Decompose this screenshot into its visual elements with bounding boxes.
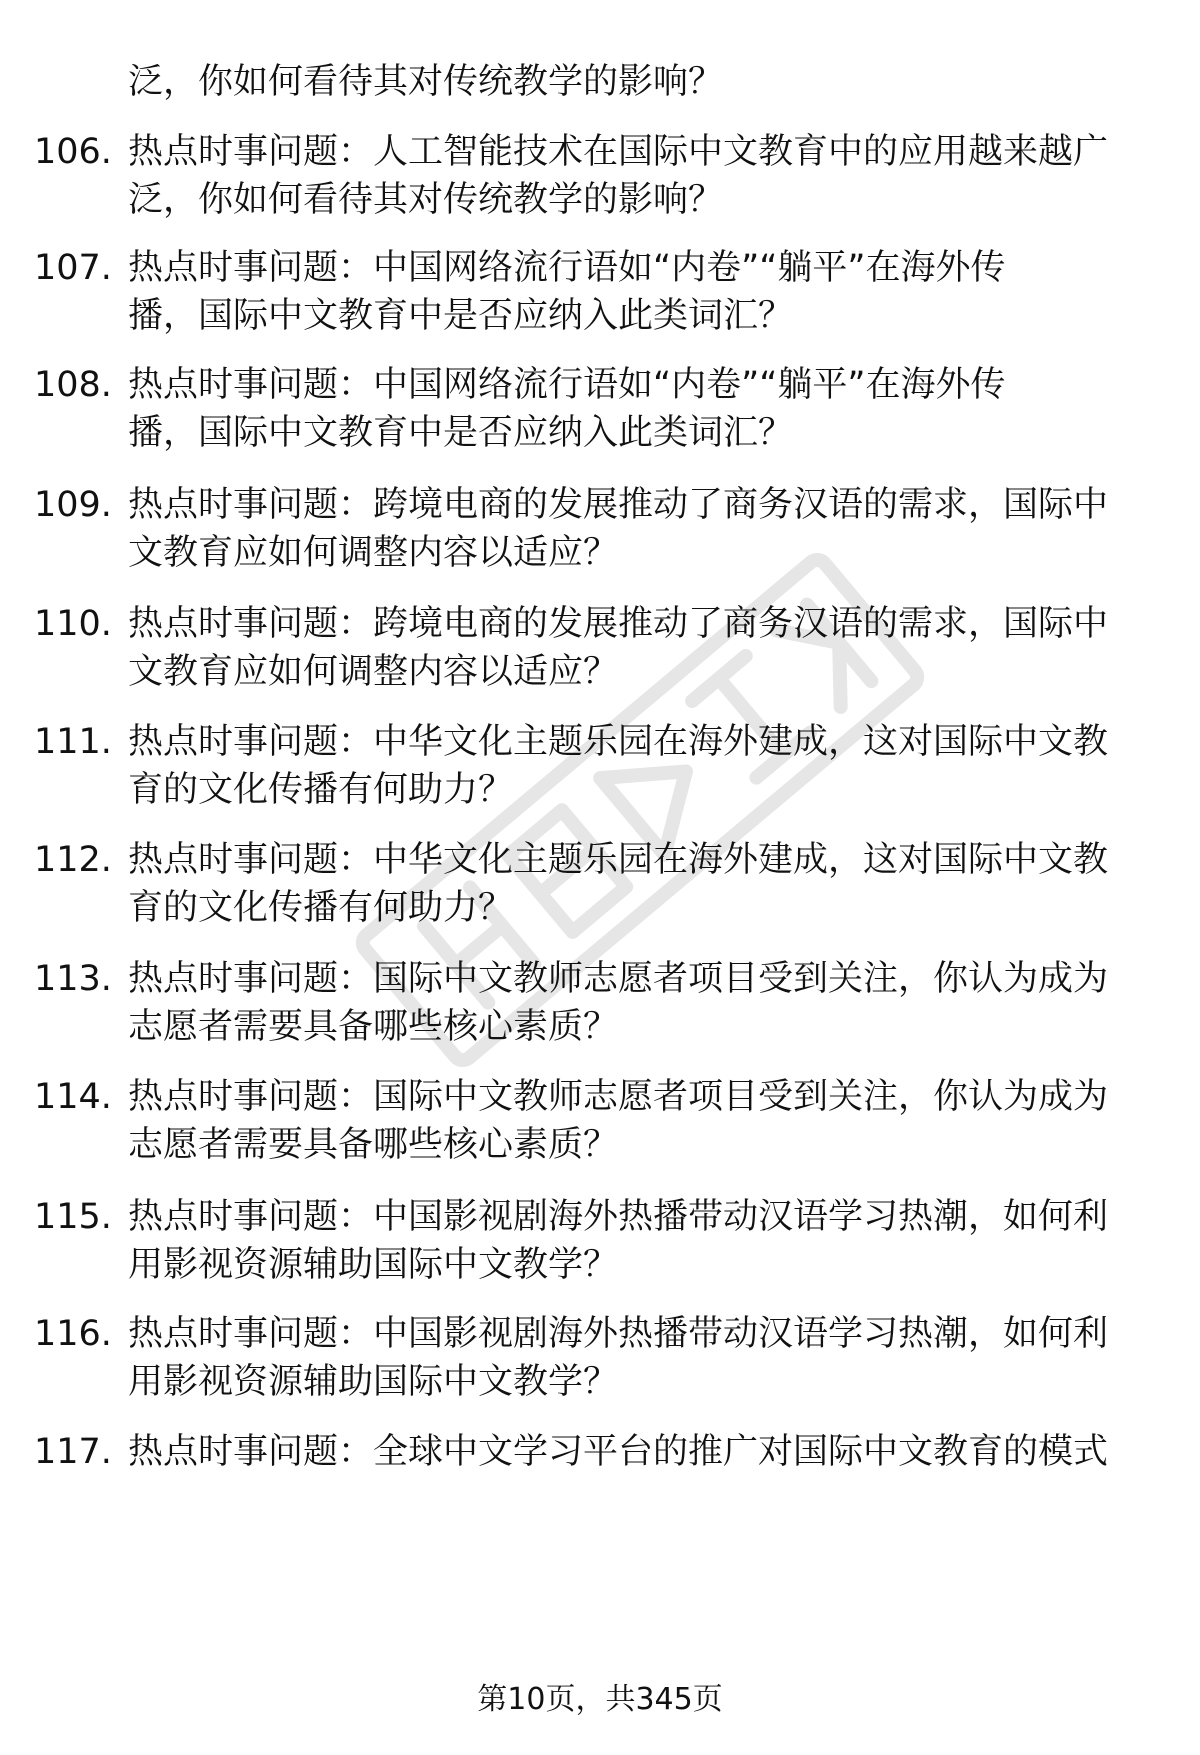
item-number: 111. [34,722,112,762]
item-number: 109. [34,485,112,525]
item-text [128,361,1138,457]
item-number: 108. [34,365,112,405]
item-text [128,481,1138,577]
item-number: 112. [34,840,112,880]
continuation-line: 泛，你如何看待其对传统教学的影响？ [128,62,724,102]
item-line: 热点时事问题：中华文化主题乐园在海外建成，这对国际中文教 [128,722,1109,762]
item-text [128,1193,1138,1289]
page-number-label: 第10页，共345页 [477,1682,723,1717]
item-line: 用影视资源辅助国际中文教学？ [128,1245,619,1285]
item-number: 113. [34,959,112,999]
item-line: 热点时事问题：国际中文教师志愿者项目受到关注，你认为成为 [128,1077,1109,1117]
item-line: 泛，你如何看待其对传统教学的影响？ [128,180,724,220]
item-line: 热点时事问题：跨境电商的发展推动了商务汉语的需求，国际中 [128,604,1109,644]
item-text [128,1310,1138,1406]
item-line: 热点时事问题：全球中文学习平台的推广对国际中文教育的模式 [128,1432,1109,1472]
item-text [128,955,1138,1051]
item-number: 107. [34,248,112,288]
item-text [128,836,1138,932]
item-line: 用影视资源辅助国际中文教学？ [128,1362,619,1402]
item-line: 热点时事问题：中华文化主题乐园在海外建成，这对国际中文教 [128,840,1109,880]
item-number: 117. [34,1432,112,1472]
item-line: 播，国际中文教育中是否应纳入此类词汇？ [128,296,794,336]
item-text [128,718,1138,814]
item-text [128,128,1138,224]
item-text [128,244,1138,340]
item-text [128,1073,1138,1169]
item-line: 热点时事问题：中国影视剧海外热播带动汉语学习热潮，如何利 [128,1314,1109,1354]
item-line: 播，国际中文教育中是否应纳入此类词汇？ [128,413,794,453]
item-line: 文教育应如何调整内容以适应？ [128,652,619,692]
item-line: 热点时事问题：跨境电商的发展推动了商务汉语的需求，国际中 [128,485,1109,525]
item-line: 志愿者需要具备哪些核心素质？ [128,1007,619,1047]
item-number: 116. [34,1314,112,1354]
item-number: 114. [34,1077,112,1117]
item-text [128,1428,1138,1476]
item-line: 志愿者需要具备哪些核心素质？ [128,1125,619,1165]
item-line: 热点时事问题：中国网络流行语如“内卷”“躺平”在海外传 [128,248,1006,288]
item-number: 110. [34,604,112,644]
item-line: 热点时事问题：人工智能技术在国际中文教育中的应用越来越广 [128,132,1109,172]
item-line: 热点时事问题：中国网络流行语如“内卷”“躺平”在海外传 [128,365,1006,405]
item-line: 育的文化传播有何助力？ [128,770,514,810]
item-line: 育的文化传播有何助力？ [128,888,514,928]
page-footer [0,1680,1200,1720]
item-line: 文教育应如何调整内容以适应？ [128,533,619,573]
item-number: 115. [34,1197,112,1237]
item-number: 106. [34,132,112,172]
item-line: 热点时事问题：中国影视剧海外热播带动汉语学习热潮，如何利 [128,1197,1109,1237]
item-text [128,600,1138,696]
item-line: 热点时事问题：国际中文教师志愿者项目受到关注，你认为成为 [128,959,1109,999]
continuation-text [128,58,1138,106]
